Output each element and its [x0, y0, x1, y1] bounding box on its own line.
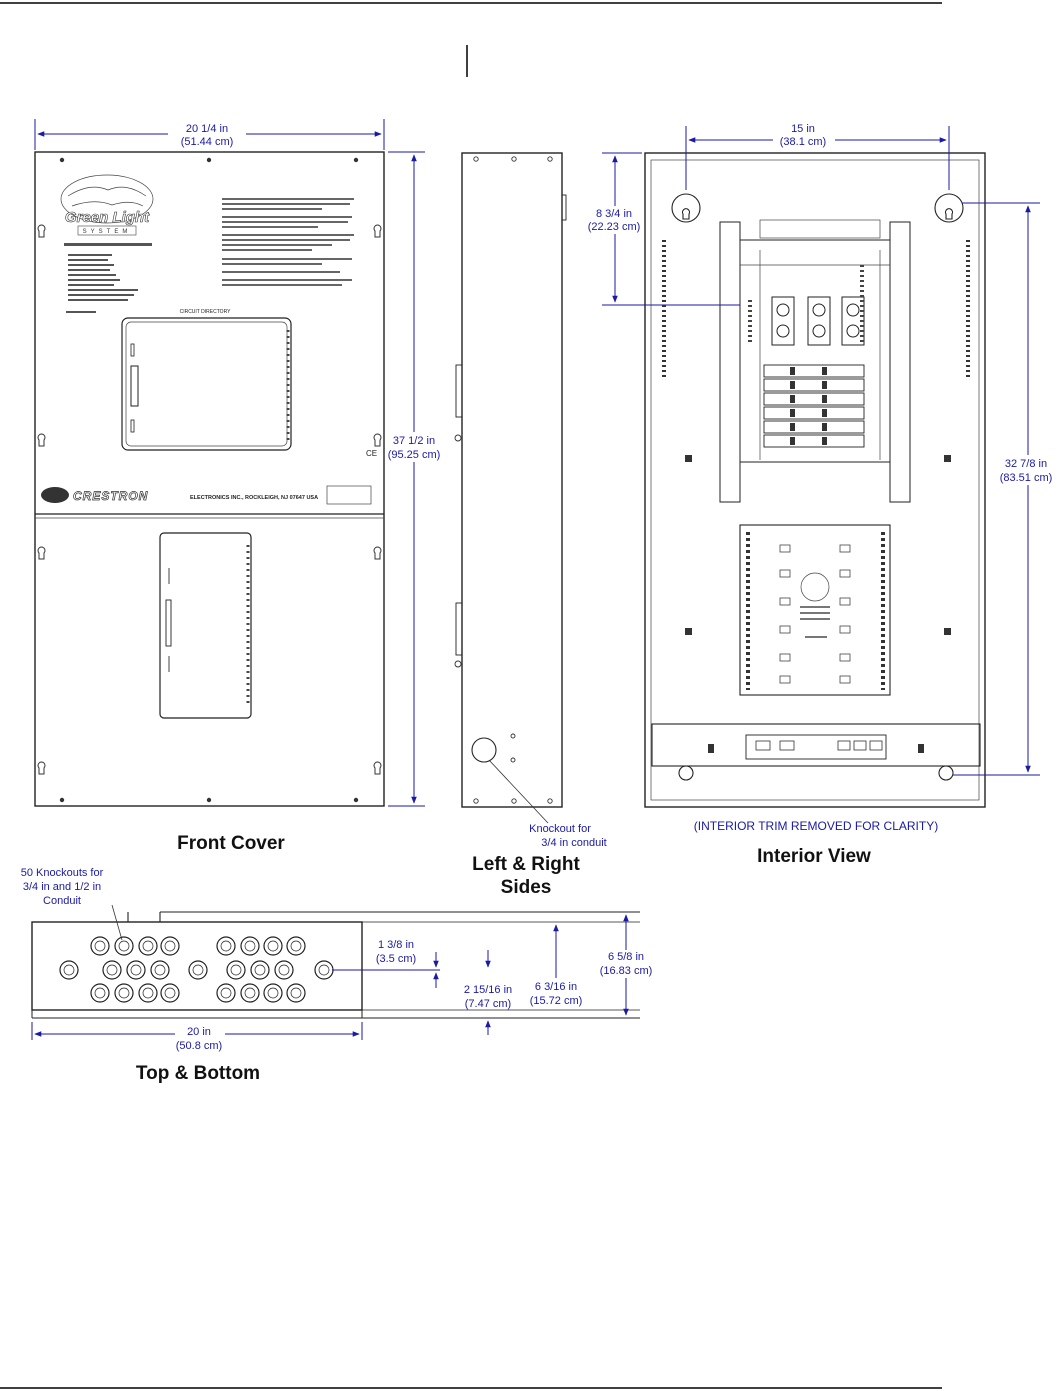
front-cover-outline — [35, 152, 384, 806]
side-knockout — [472, 738, 496, 762]
side-view — [455, 153, 607, 898]
side-outline — [462, 153, 562, 807]
warning-text-block — [222, 198, 354, 286]
interior-note: (INTERIOR TRIM REMOVED FOR CLARITY) — [693, 819, 939, 833]
controller-module — [740, 525, 890, 695]
knockout-offset-dimension — [464, 950, 512, 1035]
top-width-cm: (50.8 cm) — [175, 1040, 223, 1052]
logo-wordmark: Green Light — [64, 209, 150, 226]
top-width-dimension — [32, 1022, 362, 1052]
top-width-in: 20 in — [187, 1026, 211, 1038]
interior-top-dimension — [582, 153, 740, 305]
interior-outline — [645, 153, 985, 807]
top-knockouts — [60, 937, 333, 1002]
interior-caption: Interior View — [757, 846, 871, 867]
interior-width-in: 15 in — [791, 123, 815, 135]
door-label: CIRCUIT DIRECTORY — [179, 309, 231, 315]
front-width-in: 20 1/4 in — [185, 123, 229, 135]
front-height-cm: (95.25 cm) — [387, 449, 441, 461]
knockout-note-line2: 3/4 in conduit — [541, 837, 607, 849]
interior-width-dimension — [686, 122, 949, 190]
sides-caption-line2: Sides — [500, 877, 552, 898]
dim-3-5-cm: (3.5 cm) — [375, 953, 417, 965]
manufacturer-strip — [41, 449, 377, 504]
dim-6-3-16-in: 6 3/16 in — [534, 981, 578, 993]
manufacturer-name: CRESTRON — [73, 489, 149, 503]
top-bottom-view — [21, 867, 658, 1084]
interior-top-cm: (22.23 cm) — [587, 221, 641, 233]
interior-height-in: 32 7/8 in — [1004, 458, 1048, 470]
interior-height-dimension — [953, 203, 1056, 775]
knockouts-note-line3: Conduit — [43, 895, 81, 907]
depth-dimension — [522, 925, 592, 1008]
front-cover-view — [35, 119, 448, 854]
front-width-cm: (51.44 cm) — [180, 136, 234, 148]
front-cover-caption: Front Cover — [177, 833, 285, 854]
dim-2-15-16-in: 2 15/16 in — [463, 984, 513, 996]
ce-mark: CE — [366, 449, 378, 458]
interior-bottom-strip — [652, 724, 980, 766]
feature-list-block — [64, 243, 152, 313]
top-bottom-caption: Top & Bottom — [135, 1063, 261, 1084]
din-rails — [664, 240, 968, 378]
interior-view — [582, 122, 1056, 867]
green-light-logo — [61, 175, 153, 235]
knockouts-note-line1: 50 Knockouts for — [20, 867, 104, 879]
lower-access-door — [160, 533, 251, 718]
front-width-dimension — [35, 119, 384, 150]
upper-access-door — [122, 309, 291, 450]
dim-15-72-cm: (15.72 cm) — [529, 995, 583, 1007]
overall-depth-dimension — [594, 915, 658, 1015]
dim-7-47-cm: (7.47 cm) — [464, 998, 512, 1010]
interior-top-in: 8 3/4 in — [595, 208, 633, 220]
interior-keyholes — [672, 194, 963, 780]
dim-1-3-8-in: 1 3/8 in — [377, 939, 415, 951]
knockout-note-line1: Knockout for — [529, 823, 591, 835]
front-height-in: 37 1/2 in — [392, 435, 436, 447]
front-height-dimension — [388, 152, 448, 806]
breaker-panel — [720, 220, 910, 502]
interior-height-cm: (83.51 cm) — [999, 472, 1053, 484]
logo-subword: SYSTEM — [82, 229, 132, 235]
dim-6-5-8-in: 6 5/8 in — [607, 951, 645, 963]
manufacturer-address: ELECTRONICS INC., ROCKLEIGH, NJ 07647 USA — [190, 495, 319, 501]
sides-caption-line1: Left & Right — [472, 854, 580, 875]
dim-16-83-cm: (16.83 cm) — [599, 965, 653, 977]
knockout-row-dimension — [332, 939, 440, 988]
knockouts-note-line2: 3/4 in and 1/2 in — [22, 881, 102, 893]
interior-width-cm: (38.1 cm) — [779, 136, 827, 148]
